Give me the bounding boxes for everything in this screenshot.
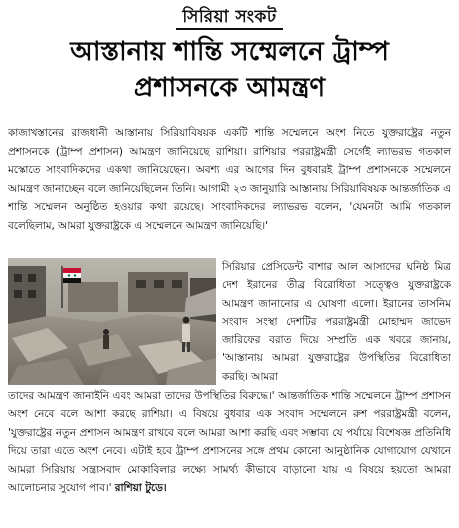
source-credit: রাশিয়া টুডে। <box>114 482 167 495</box>
article-photo <box>8 258 216 385</box>
headline-line-2: প্রশাসনকে আমন্ত্রণ <box>133 73 326 103</box>
paragraph-3-text: তাদের আমন্ত্রণ জানাইনি এবং আমরা তাদের উপস্থিতির বিরুদ্ধে।' আন্তর্জাতিক শান্তি সম্মেলনে ট্রাম্প প্রশাসন অংশ নেবে বলে আশা করছে রাশিয়া। এ বিষয়ে বুধবার এক সংবাদ সম্মেলনে রুশ পররাষ্ট্রমন্ত্রী বলেন, 'যুক্তরাষ্ট্রের নতুন প্রশাসন আমন্ত্রণ রাখবে বলে আমরা আশা করছি এবং সম্ভাব্য যে পর্যায়ে বিশেষজ্ঞ প্রতিনিধি দিয়ে তারা এতে অংশ নেবে। এটাই হবে ট্রাম্প প্রশাসনের সঙ্গে প্রথম কোনো আনুষ্ঠানিক যোগাযোগ যেখানে আমরা সিরিয়ায় সন্ত্রাসবাদ মোকাবিলার লক্ষ্যে সামর্থ্য কীভাবে বাড়ানো যায় এ বিষয়ে হয়তো আমরা আলোচনার সুযোগ পাব।' <box>8 390 451 495</box>
rubble-scene-image <box>8 258 216 385</box>
section-kicker <box>0 4 459 32</box>
article-paragraph-1: কাজাখস্তানের রাজধানী আস্তানায় সিরিয়াবিষয়ক একটি শান্তি সম্মেলনে অংশ নিতে যুক্তরাষ্ট্রের নতুন প্রশাসনকে (ট্রাম্প প্রশাসন) আমন্ত্রণ জানিয়েছে রাশিয়া। রাশিয়ার পররাষ্ট্রমন্ত্রী সের্গেই ল্যাভরভ গতকাল মস্কোতে সাংবাদিকদের একথা জানিয়েছেন। অবশ্য এর আগের দিন বুধবারই ট্রাম্প প্রশাসনকে সম্মেলনে আমন্ত্রণ জানাচ্ছেন বলে জানিয়েছিলেন তিনি। আগামী ২৩ জানুয়ারি আস্তানায় সিরিয়াবিষয়ক আন্তর্জাতিক এ শান্তি সম্মেলন অনুষ্ঠিত হওয়ার কথা রয়েছে। সাংবাদিকদের ল্যাভরভ বলেন, 'যেমনটা আমি গতকাল বলেছিলাম, আমরা যুক্তরাষ্ট্রকে এ সম্মেলনে আমন্ত্রণ জানিয়েছি।' <box>8 127 451 232</box>
article-paragraph-2: সিরিয়ার প্রেসিডেন্ট বাশার আল আসাদের ঘনিষ্ঠ মিত্র দেশ ইরানের তীব্র বিরোধিতা সত্ত্বেও যুক্তরাষ্ট্রকে আমন্ত্রণ জানানোর এ ঘোষণা এলো। ইরানের তাসনিম সংবাদ সংস্থা দেশটির পররাষ্ট্রমন্ত্রী মোহাম্মদ জাভেদ জারিফের বরাত দিয়ে সম্প্রতি এক খবরে জানায়, 'আস্তানায় আমরা যুক্তরাষ্ট্রের উপস্থিতির বিরোধিতা করছি। আমরা <box>222 261 451 383</box>
headline <box>4 34 455 106</box>
headline-line-1: আস্তানায় শান্তি সম্মেলনে ট্রাম্প <box>70 37 389 67</box>
kicker-text: সিরিয়া সংকট <box>176 7 282 30</box>
article-paragraph-3 <box>8 387 451 525</box>
